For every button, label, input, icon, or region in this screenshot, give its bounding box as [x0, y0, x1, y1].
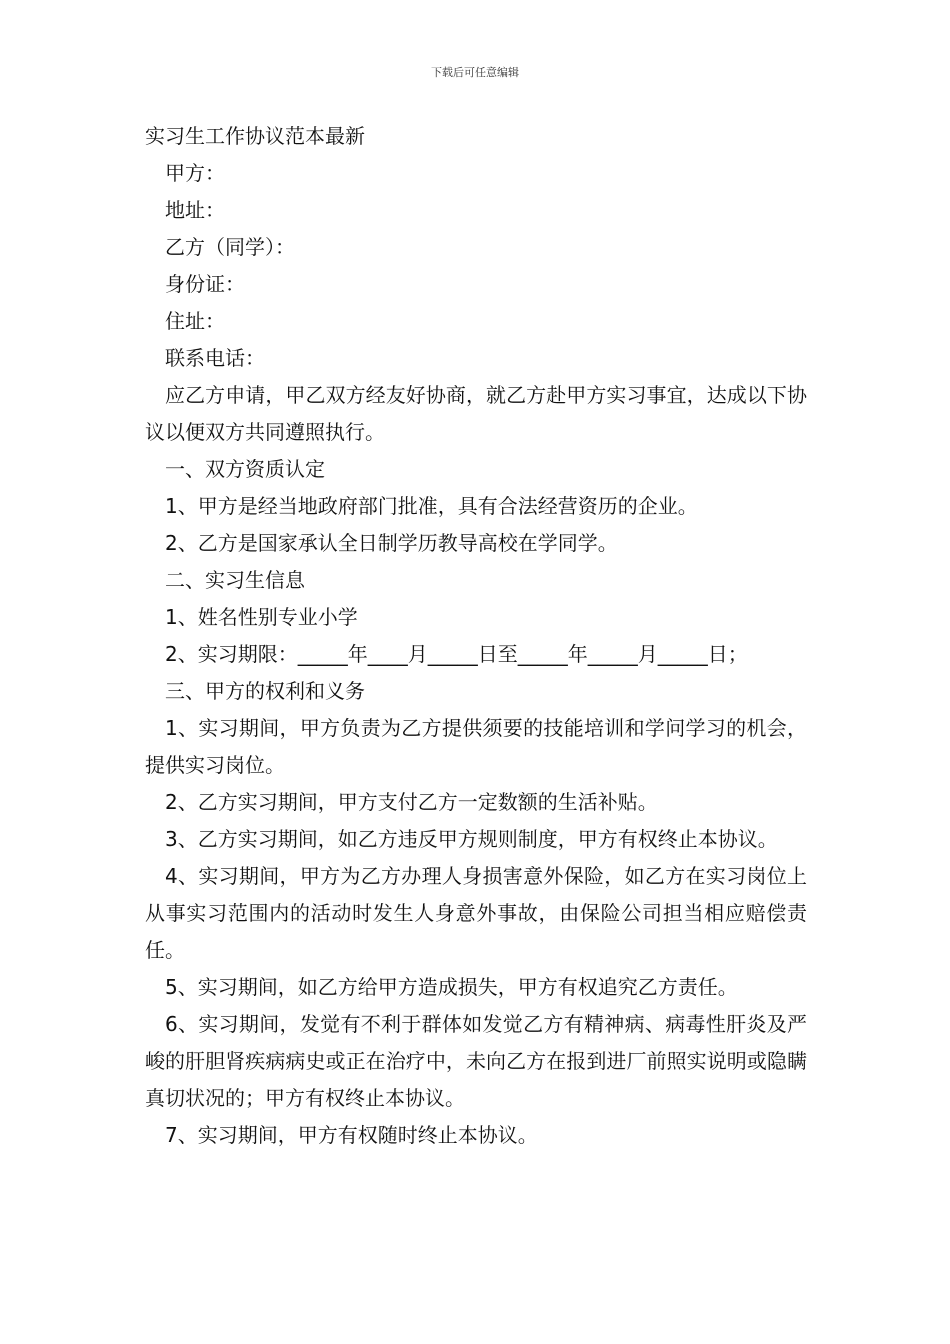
section3-item: 3、乙方实习期间，如乙方违反甲方规则制度，甲方有权终止本协议。 [165, 827, 778, 851]
document-title: 实习生工作协议范本最新 [145, 124, 365, 148]
field-id-card: 身份证： [165, 272, 245, 296]
field-address: 地址： [165, 198, 225, 222]
field-party-a: 甲方： [165, 161, 225, 185]
field-residence: 住址： [165, 309, 225, 333]
section3-item: 4、实习期间，甲方为乙方办理人身损害意外保险，如乙方在实习岗位上从事实习范围内的活动时发生人身意外事故，由保险公司担当相应赔偿责任。 [145, 864, 807, 962]
section2-item: 1、姓名性别专业小学 [165, 605, 358, 629]
section-heading-qualification: 一、双方资质认定 [165, 457, 325, 481]
field-party-b: 乙方（同学）： [165, 235, 295, 259]
document-body [145, 118, 807, 1154]
section-heading-intern-info: 二、实习生信息 [165, 568, 305, 592]
section3-item: 5、实习期间，如乙方给甲方造成损失，甲方有权追究乙方责任。 [165, 975, 738, 999]
section3-item: 2、乙方实习期间，甲方支付乙方一定数额的生活补贴。 [165, 790, 658, 814]
section3-item: 7、实习期间，甲方有权随时终止本协议。 [165, 1123, 538, 1147]
section1-item: 1、甲方是经当地政府部门批准，具有合法经营资历的企业。 [165, 494, 698, 518]
section1-item: 2、乙方是国家承认全日制学历教导高校在学同学。 [165, 531, 618, 555]
intro-paragraph: 应乙方申请，甲乙双方经友好协商，就乙方赴甲方实习事宜，达成以下协议以便双方共同遵照执行。 [145, 383, 807, 444]
field-phone: 联系电话： [165, 346, 265, 370]
section3-item: 1、实习期间，甲方负责为乙方提供须要的技能培训和学问学习的机会，提供实习岗位。 [145, 716, 807, 777]
section3-item: 6、实习期间，发觉有不利于群体如发觉乙方有精神病、病毒性肝炎及严峻的肝胆肾疾病病史或正在治疗中，未向乙方在报到进厂前照实说明或隐瞒真切状况的；甲方有权终止本协议。 [145, 1012, 807, 1110]
section-heading-rights-duties: 三、甲方的权利和义务 [165, 679, 365, 703]
header-note: 下载后可任意编辑 [431, 66, 519, 79]
section2-item: 2、实习期限：_____年____月_____日至_____年_____月_____日； [165, 642, 748, 666]
